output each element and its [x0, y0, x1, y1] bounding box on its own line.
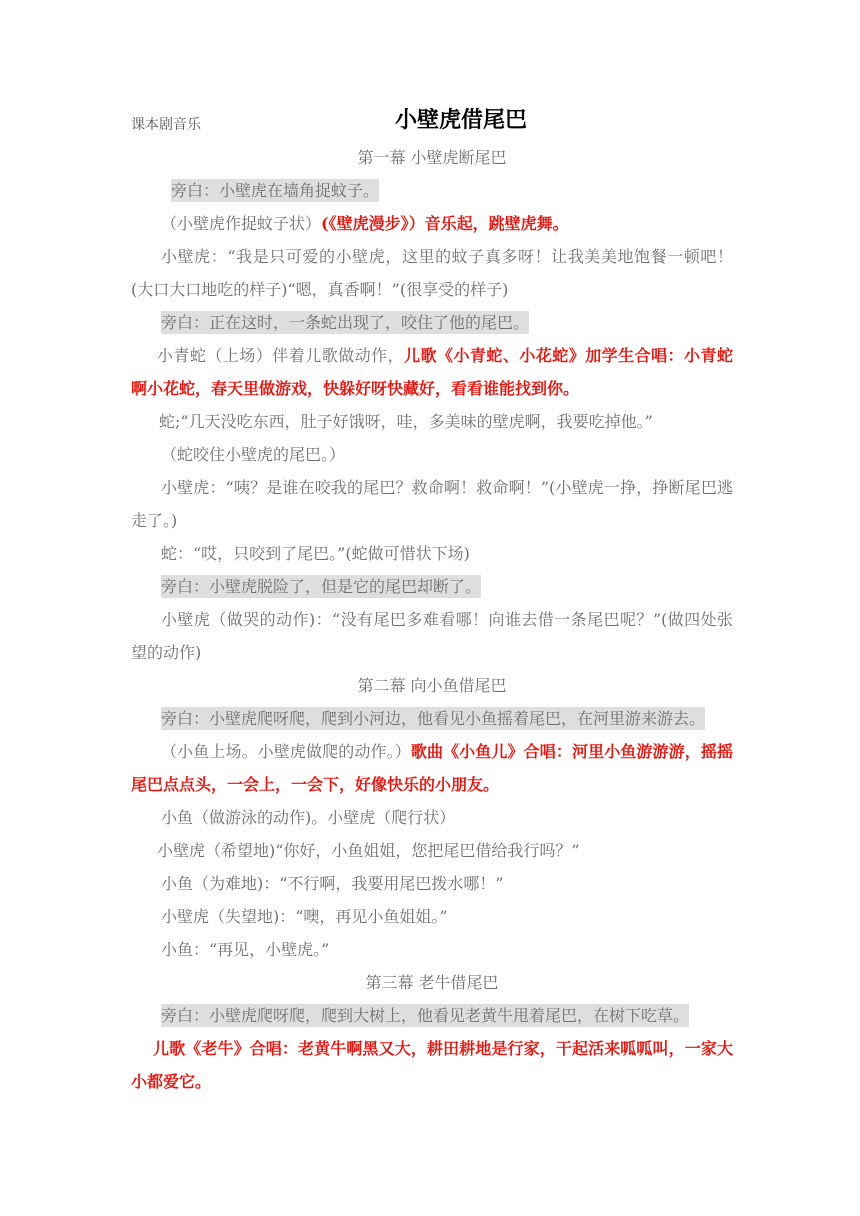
dialogue-paragraph: 小鱼：“再见，小壁虎。” [161, 940, 330, 959]
stage-direction [131, 207, 733, 240]
narration-paragraph [131, 702, 733, 735]
narration-text: 旁白：正在这时，一条蛇出现了，咬住了他的尾巴。 [161, 313, 530, 332]
stage-direction-text: （小壁虎作捉蚊子状） [161, 214, 322, 233]
dialogue-paragraph: 蛇：“哎，只咬到了尾巴。”(蛇做可惜状下场) [161, 544, 470, 563]
song-lyrics: 儿歌《小青蛇、小花蛇》加学生合唱：小青蛇啊小花蛇，春天里做游戏，快躲好呀快藏好，看看谁能找到你。 [131, 346, 733, 398]
narration-text: 旁白：小壁虎爬呀爬，爬到小河边，他看见小鱼摇着尾巴，在河里游来游去。 [161, 709, 706, 728]
song-paragraph [131, 1032, 733, 1098]
narration-paragraph [131, 999, 733, 1032]
act3-heading: 第三幕 老牛借尾巴 [365, 973, 499, 992]
narration-text: 旁白：小壁虎爬呀爬，爬到大树上，他看见老黄牛甩着尾巴，在树下吃草。 [161, 1006, 690, 1025]
stage-direction-text: （小鱼上场。小壁虎做爬的动作。） [161, 742, 411, 761]
script-body [131, 141, 733, 1098]
dialogue-paragraph: 小壁虎：“我是只可爱的小壁虎，这里的蚊子真多呀！让我美美地饱餐一顿吧！(大口大口地吃的样子)“嗯，真香啊！”(很享受的样子) [131, 247, 733, 299]
song-lyrics: 儿歌《老牛》合唱：老黄牛啊黑又大，耕田耕地是行家，干起活来呱呱叫，一家大小都爱它。 [131, 1039, 733, 1091]
dialogue-paragraph: 小鱼（为难地)：“不行啊，我要用尾巴拨水哪！” [161, 874, 504, 893]
act1-heading: 第一幕 小壁虎断尾巴 [357, 148, 507, 167]
stage-direction-text: 小青蛇（上场）伴着儿歌做动作， [157, 346, 405, 365]
narration-paragraph [131, 174, 733, 207]
dialogue-paragraph: 小壁虎（失望地)：“噢，再见小鱼姐姐。” [161, 907, 448, 926]
dialogue-paragraph: 小壁虎：“咦？是谁在咬我的尾巴？救命啊！救命啊！”(小壁虎一挣，挣断尾巴逃走了。) [131, 478, 733, 530]
song-paragraph [131, 339, 733, 405]
narration-paragraph [131, 570, 733, 603]
page-title: 小壁虎借尾巴 [394, 108, 527, 133]
song-paragraph [131, 735, 733, 801]
act2-heading: 第二幕 向小鱼借尾巴 [357, 676, 507, 695]
narration-text: 旁白：小壁虎脱险了，但是它的尾巴却断了。 [161, 577, 482, 596]
dialogue-paragraph: 蛇;“几天没吃东西，肚子好饿呀，哇，多美味的壁虎啊，我要吃掉他。” [159, 412, 653, 431]
stage-direction: （蛇咬住小壁虎的尾巴。） [161, 445, 346, 464]
narration-text: 旁白：小壁虎在墙角捉蚊子。 [171, 181, 380, 200]
dialogue-paragraph: 小壁虎（做哭的动作)：“没有尾巴多难看哪！向谁去借一条尾巴呢？”(做四处张望的动作) [131, 610, 733, 662]
song-lyrics: 歌曲《小鱼儿》合唱：河里小鱼游游游，摇摇尾巴点点头，一会上，一会下，好像快乐的小朋友。 [131, 742, 733, 794]
music-cue: (《壁虎漫步》）音乐起，跳壁虎舞。 [321, 214, 569, 233]
stage-direction: 小鱼（做游泳的动作)。小壁虎（爬行状） [161, 808, 456, 827]
dialogue-paragraph: 小壁虎（希望地)“你好，小鱼姐姐，您把尾巴借给我行吗？” [157, 841, 580, 860]
narration-paragraph [131, 306, 733, 339]
category-label: 课本剧音乐 [131, 117, 201, 133]
